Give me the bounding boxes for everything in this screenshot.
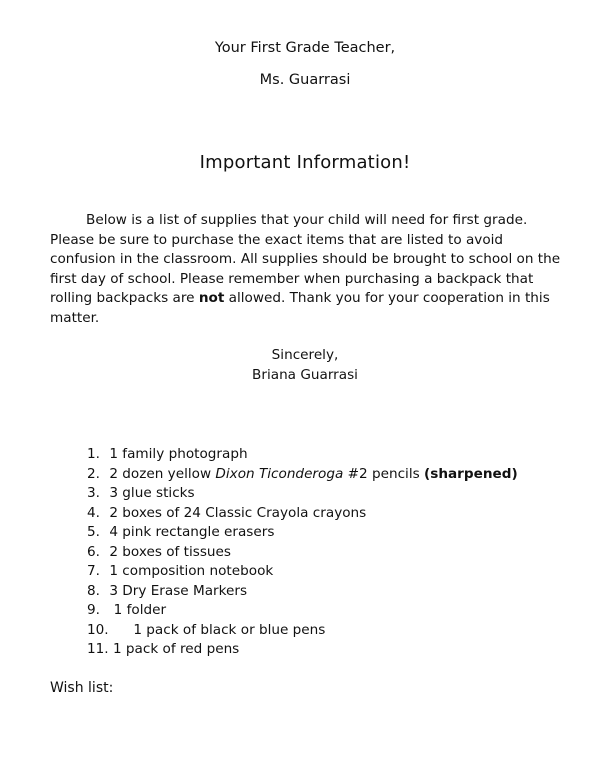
item-text: #2 pencils	[343, 465, 425, 482]
list-item	[87, 445, 518, 465]
item-number: 4.	[87, 504, 100, 521]
list-item	[87, 484, 518, 504]
item-number: 2.	[87, 465, 100, 482]
list-item	[87, 562, 518, 582]
item-text: 3 Dry Erase Markers	[109, 582, 248, 599]
item-text: 1 pack of black or blue pens	[133, 621, 326, 638]
signature-closing: Sincerely,	[271, 347, 339, 363]
list-item	[87, 640, 518, 660]
teacher-greeting: Your First Grade Teacher,	[214, 40, 396, 56]
item-bold-note: (sharpened)	[424, 465, 518, 482]
list-item	[87, 465, 518, 485]
item-number: 3.	[87, 485, 100, 501]
list-item	[87, 543, 518, 563]
item-text: 2 boxes of 24 Classic Crayola crayons	[109, 504, 367, 521]
wish-list-label: Wish list:	[50, 680, 114, 696]
list-item	[87, 504, 518, 524]
item-number: 7.	[87, 563, 100, 579]
item-number: 9.	[87, 602, 100, 618]
list-item	[87, 601, 518, 621]
teacher-name: Ms. Guarrasi	[259, 72, 351, 88]
supply-list	[87, 445, 518, 660]
intro-paragraph	[50, 211, 570, 328]
item-text: 1 folder	[113, 602, 167, 618]
item-number: 8.	[87, 582, 100, 599]
item-number: 5.	[87, 524, 100, 540]
item-number: 6.	[87, 543, 100, 560]
item-text: 1 family photograph	[109, 446, 248, 462]
page-heading: Important Information!	[199, 152, 411, 173]
list-item	[87, 523, 518, 543]
item-brand: Dixon Ticonderoga	[215, 465, 344, 482]
item-number: 10.	[87, 621, 109, 638]
signature-name: Briana Guarrasi	[252, 367, 358, 383]
item-text: 1 pack of red pens	[112, 641, 240, 657]
paragraph-text-1: Below is a list of supplies that your child will need for first grade. Please be sure to purchase the exact items that are listed to avoid confusion in the classroom. All supplies should be brought to school on the first day of school. Please remember when purchasing a backpack that rolling backpacks are	[50, 212, 561, 306]
item-text: 4 pink rectangle erasers	[109, 524, 275, 540]
item-text: 3 glue sticks	[109, 485, 195, 501]
list-item	[87, 582, 518, 602]
item-number: 11.	[87, 641, 109, 657]
paragraph-text-2: allowed. Thank you for your cooperation in this matter.	[50, 290, 550, 326]
item-text: 2 dozen yellow	[109, 465, 216, 482]
item-number: 1.	[87, 446, 100, 462]
item-text: 1 composition notebook	[109, 563, 274, 579]
paragraph-emphasis: not	[198, 290, 225, 306]
item-text: 2 boxes of tissues	[109, 543, 231, 560]
list-item	[87, 621, 518, 641]
